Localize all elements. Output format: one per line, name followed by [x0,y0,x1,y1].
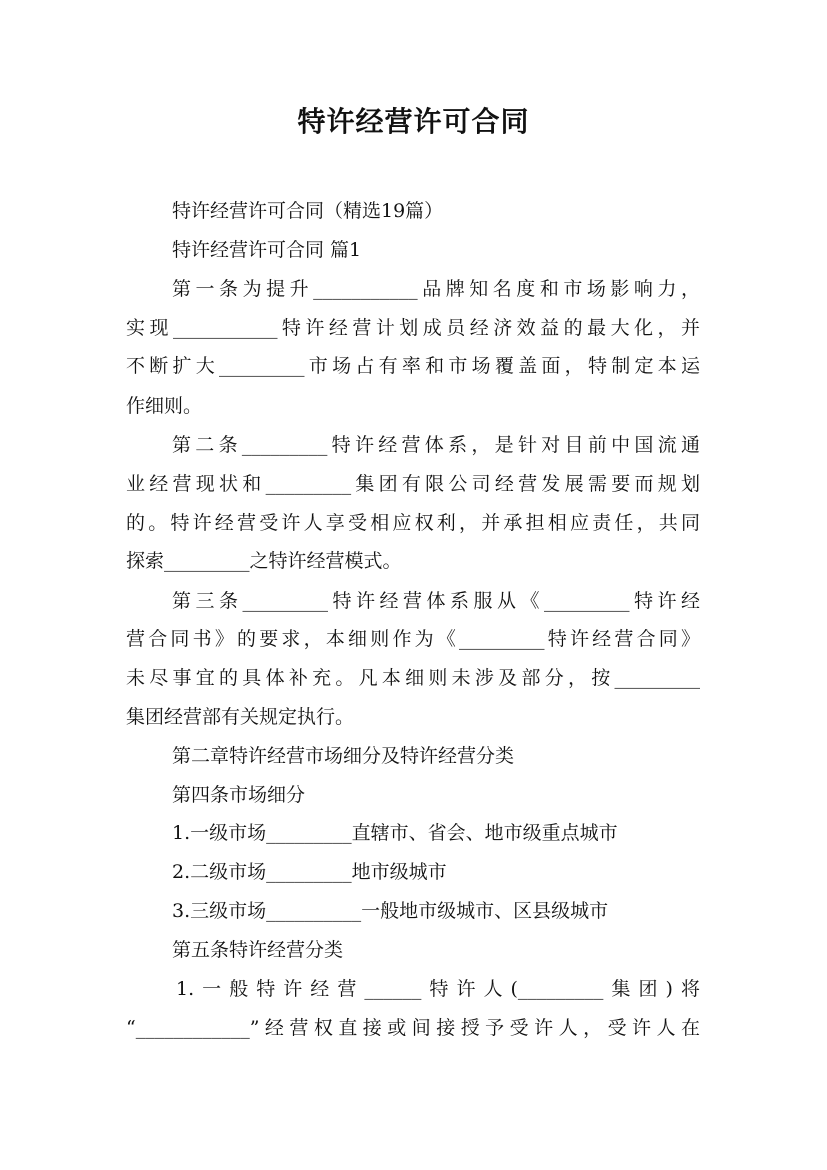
paragraph-line: 实现___________特许经营计划成员经济效益的最大化，并 [126,317,700,339]
list-item: 1.一级市场_________直辖市、省会、地市级重点城市 [172,822,618,844]
paragraph-line: 集团经营部有关规定执行。 [126,706,355,728]
document-title: 特许经营许可合同 [297,105,530,138]
article-heading: 第四条市场细分 [172,784,306,806]
section-heading: 特许经营许可合同 篇1 [172,239,362,261]
paragraph-line: 营合同书》的要求，本细则作为《_________特许经营合同》 [126,628,700,650]
paragraph-line: 未尽事宜的具体补充。凡本细则未涉及部分，按_________ [126,667,700,689]
list-item: 3.三级市场__________一般地市级城市、区县级城市 [172,900,609,922]
paragraph-line: 的。特许经营受许人享受相应权利，并承担相应责任，共同 [126,512,700,534]
subtitle: 特许经营许可合同（精选19篇） [172,200,444,222]
paragraph-line: 业经营现状和_________集团有限公司经营发展需要而规划 [126,473,700,495]
paragraph-line: 不断扩大_________市场占有率和市场覆盖面，特制定本运 [126,355,700,377]
paragraph-line: 探索_________之特许经营模式。 [126,550,402,572]
paragraph-line: 第二条_________特许经营体系，是针对目前中国流通 [172,434,700,456]
paragraph-line: 作细则。 [126,395,203,417]
list-item: 2.二级市场_________地市级城市 [172,861,447,883]
article-heading: 第五条特许经营分类 [172,939,344,961]
paragraph-line: “____________”经营权直接或间接授予受许人，受许人在 [126,1017,700,1039]
paragraph-line: 1.一般特许经营______特许人(_________集团)将 [176,978,700,1000]
paragraph-line: 第一条为提升___________品牌知名度和市场影响力， [172,278,700,300]
paragraph-line: 第三条_________特许经营体系服从《_________特许经 [172,590,700,612]
chapter-heading: 第二章特许经营市场细分及特许经营分类 [172,745,515,767]
